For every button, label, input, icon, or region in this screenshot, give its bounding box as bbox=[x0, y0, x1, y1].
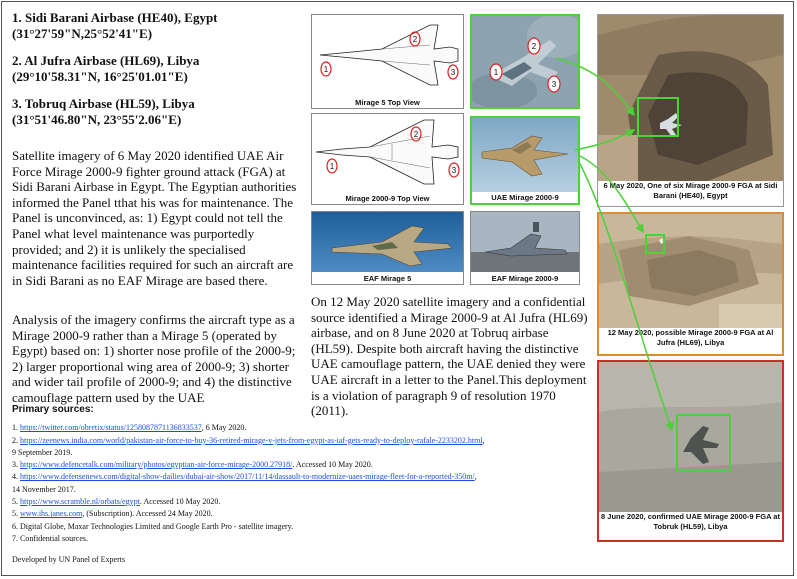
source-item: 2. https://zeenews.india.com/world/pakistan-air-force-to-buy-36-retired-mirage-v-jets-from-egypt-as-iaf-gets-ready-to-deploy-rafale-2233202.html, bbox=[12, 435, 485, 445]
source-item: 1. https://twitter.com/obretix/status/1258087871136833537, 6 May 2020. bbox=[12, 423, 247, 433]
marker-3: 3 bbox=[551, 80, 557, 89]
marker-1: 1 bbox=[329, 162, 335, 171]
airbase-3-name: 3. Tobruq Airbase (HL59), Libya bbox=[12, 96, 195, 111]
sources-heading: Primary sources: bbox=[12, 404, 94, 415]
eaf-mirage2000-caption: EAF Mirage 2000-9 bbox=[471, 273, 579, 284]
source-item: 9 September 2019. bbox=[12, 447, 73, 457]
marker-3: 3 bbox=[450, 68, 456, 77]
airbase-2-name: 2. Al Jufra Airbase (HL69), Libya bbox=[12, 53, 200, 68]
arrow-to-al-jufra bbox=[578, 155, 643, 232]
marker-1: 1 bbox=[493, 68, 499, 77]
marker-3: 3 bbox=[451, 166, 457, 175]
source-item: 3. https://www.defencetalk.com/military/photos/egyptian-air-force-mirage-2000.27918/. Accessed 10 May 2020. bbox=[12, 460, 373, 470]
source-item: 7. Confidential sources. bbox=[12, 533, 88, 543]
source-item: 14 November 2017. bbox=[12, 484, 76, 494]
arrow-to-sidi-barani bbox=[556, 58, 634, 115]
source-link[interactable]: https://twitter.com/obretix/status/1258087871136833537 bbox=[20, 423, 202, 433]
source-link[interactable]: https://www.scramble.nl/orbats/egypt bbox=[20, 497, 140, 507]
source-item: 4. https://www.defensenews.com/digital-show-dailies/dubai-air-show/2017/11/14/dassault-to-modernize-uaes-mirage-fleet-for-a-reported-350m/, bbox=[12, 472, 477, 482]
mirage2000-top-caption: Mirage 2000-9 Top View bbox=[312, 193, 463, 204]
source-item: 5. https://www.scramble.nl/orbats/egypt. Accessed 10 May 2020. bbox=[12, 497, 221, 507]
sidi-barani-caption: 6 May 2020, One of six Mirage 2000-9 FGA at Sidi Barani (HE40), Egypt bbox=[598, 181, 783, 207]
uae-mirage-caption: UAE Mirage 2000-9 bbox=[472, 192, 578, 203]
arrow-to-sidi-barani-2 bbox=[575, 130, 634, 150]
source-link[interactable]: https://www.defencetalk.com/military/photos/egyptian-air-force-mirage-2000.27918/ bbox=[20, 460, 293, 470]
paragraph-analysis: Analysis of the imagery confirms the aircraft type as a Mirage 2000-9 rather than a Mirage 5 (operated by Egypt) based on: 1) shorter nose profile of the 2000-9; 2) larger proportional wing area of 2000-9; 3) shorter and wider tail profile of 2000-9; and 4) the distinctive camouflage pattern used by the UAE bbox=[12, 312, 296, 405]
airbase-1-name: 1. Sidi Barani Airbase (HE40), Egypt bbox=[12, 10, 218, 25]
mirage5-top-caption: Mirage 5 Top View bbox=[312, 97, 463, 108]
marker-2: 2 bbox=[412, 35, 418, 44]
marker-2: 2 bbox=[531, 42, 537, 51]
source-item: 5. www.ihs.janes.com, (Subscription). Accessed 24 May 2020. bbox=[12, 509, 213, 519]
airbase-3-coords: (31°51'46.80"N, 23°55'2.06"E) bbox=[12, 112, 182, 127]
marker-2: 2 bbox=[413, 130, 419, 139]
source-link[interactable]: www.ihs.janes.com bbox=[20, 509, 83, 519]
tobruk-caption: 8 June 2020, confirmed UAE Mirage 2000-9 FGA at Tobruk (HL59), Libya bbox=[599, 512, 782, 540]
developed-by: Developed by UN Panel of Experts bbox=[12, 555, 126, 564]
marker-1: 1 bbox=[323, 65, 329, 74]
eaf-mirage5-caption: EAF Mirage 5 bbox=[312, 273, 463, 284]
source-link[interactable]: https://www.defensenews.com/digital-show-dailies/dubai-air-show/2017/11/14/dassault-to-modernize-uaes-mirage-fleet-for-a-reported-350m/ bbox=[20, 472, 475, 482]
paragraph-satellite-imagery: Satellite imagery of 6 May 2020 identified UAE Air Force Mirage 2000-9 fighter ground attack (FGA) at Sidi Barani Airbase in Egypt. The Egyptian authorities informed the Panel tthat his was for maintenance. The Panel is unconvinced, as: 1) Egypt could not tell the Panel what level maintenance was purportedly provided; and 2) it is unlikely the specialised maintenance facilities required for such an aircraft are in Sidi Barani as no EAF Mirage are based there. bbox=[12, 148, 297, 288]
al-jufra-caption: 12 May 2020, possible Mirage 2000-9 FGA at Al Jufra (HL69), Libya bbox=[599, 328, 782, 354]
airbase-1-coords: (31°27'59"N,25°52'41"E) bbox=[12, 26, 153, 41]
source-link[interactable]: https://zeenews.india.com/world/pakistan-air-force-to-buy-36-retired-mirage-v-jets-from-egypt-as-iaf-gets-ready-to-deploy-rafale-2233202.html bbox=[20, 435, 483, 445]
paragraph-deployment: On 12 May 2020 satellite imagery and a confidential source identified a Mirage 2000-9 at Al Jufra (HL69) airbase, and on 8 June 2020 at Tobruq airbase (HL59). Despite both aircraft having the distinctive UAE camouflage pattern, the UAE denied they were UAE aircraft in a letter to the Panel.This deployment is a violation of paragraph 9 of resolution 1970 (2011). bbox=[311, 294, 588, 419]
airbase-2-coords: (29°10'58.31"N, 16°25'01.01"E) bbox=[12, 69, 188, 84]
source-item: 6. Digital Globe, Maxar Technologies Limited and Google Earth Pro - satellite imagery. bbox=[12, 521, 294, 531]
